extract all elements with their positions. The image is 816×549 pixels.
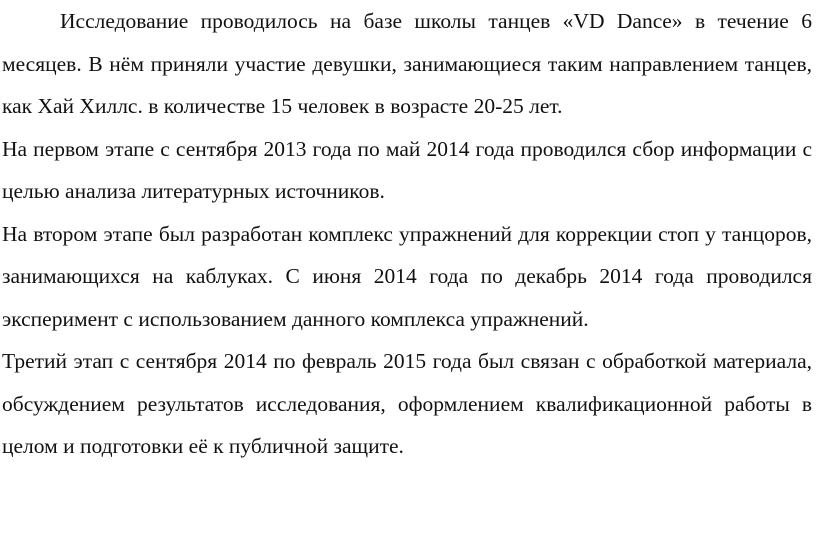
document-page [2,0,812,549]
paragraph-stage-three: Третий этап с сентября 2014 по февраль 2015 года был связан с обработкой материала, обсуждением результатов исследования, оформлением квалификационной работы в целом и подготовки её к публичной защите. [2,349,812,458]
paragraph-study-basis: Исследование проводилось на базе школы танцев «VD Dance» в течение 6 месяцев. В нём приняли участие девушки, занимающиеся таким направлением танцев, как Хай Хиллс. в количестве 15 человек в возрасте 20-25 лет. [2,9,812,118]
paragraph-stage-one: На первом этапе с сентября 2013 года по май 2014 года проводился сбор информации с целью анализа литературных источников. [2,136,812,203]
paragraph-stage-two: На втором этапе был разработан комплекс упражнений для коррекции стоп у танцоров, занимающихся на каблуках. С июня 2014 года по декабрь 2014 года проводился эксперимент с использованием данного комплекса упражнений. [2,221,812,331]
